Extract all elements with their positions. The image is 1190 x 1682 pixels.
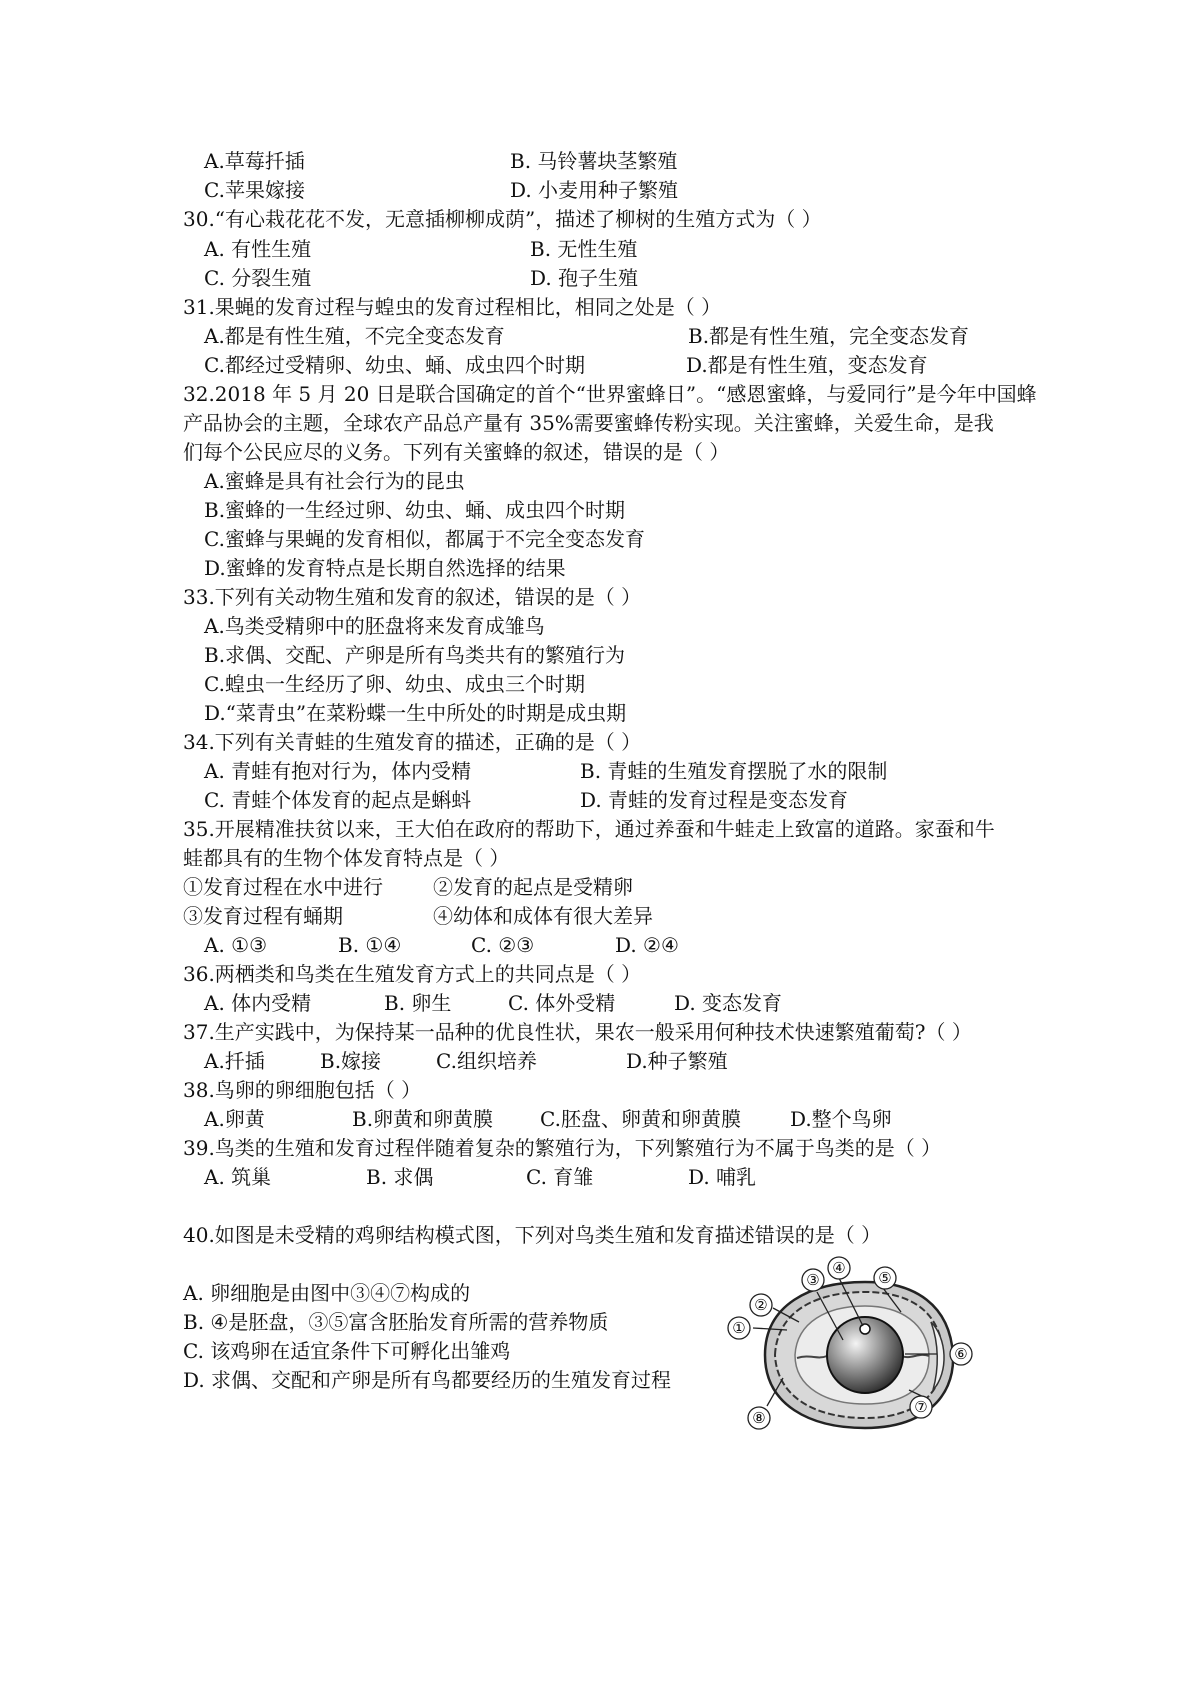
q40-option-b: B. ④是胚盘，③⑤富含胚胎发育所需的营养物质	[183, 1310, 609, 1334]
q29-option-a: A.草莓扦插	[204, 149, 305, 173]
q39-option-c: C. 育雏	[526, 1165, 594, 1189]
q40-stem: 40.如图是未受精的鸡卵结构模式图，下列对鸟类生殖和发育描述错误的是（ ）	[183, 1223, 882, 1247]
q35-option-b: B. ①④	[338, 933, 402, 957]
q30-option-a: A. 有性生殖	[204, 237, 312, 261]
q40-option-d: D. 求偶、交配和产卵是所有鸟都要经历的生殖发育过程	[183, 1368, 672, 1392]
q38-option-b: B.卵黄和卵黄膜	[352, 1107, 494, 1131]
q35-option-d: D. ②④	[615, 933, 679, 957]
q36-option-a: A. 体内受精	[204, 991, 312, 1015]
q40-option-a: A. 卵细胞是由图中③④⑦构成的	[183, 1281, 471, 1305]
q38-option-a: A.卵黄	[204, 1107, 265, 1131]
diagram-label-2: ②	[754, 1296, 768, 1314]
diagram-label-5: ⑤	[878, 1269, 892, 1287]
germinal-disc	[860, 1324, 870, 1334]
q35-statement-4: ④幼体和成体有很大差异	[433, 904, 653, 928]
q33-option-a: A.鸟类受精卵中的胚盘将来发育成雏鸟	[204, 614, 545, 638]
diagram-label-6: ⑥	[954, 1345, 968, 1363]
q37-stem: 37.生产实践中，为保持某一品种的优良性状，果农一般采用何种技术快速繁殖葡萄?（ ）	[183, 1020, 972, 1044]
q32-option-c: C.蜜蜂与果蝇的发育相似，都属于不完全变态发育	[204, 527, 645, 551]
q34-option-a: A. 青蛙有抱对行为，体内受精	[204, 759, 472, 783]
q38-stem: 38.鸟卵的卵细胞包括（ ）	[183, 1078, 422, 1102]
q35-statement-2: ②发育的起点是受精卵	[433, 875, 633, 899]
q30-option-d: D. 孢子生殖	[530, 266, 639, 290]
q34-option-c: C. 青蛙个体发育的起点是蝌蚪	[204, 788, 472, 812]
q37-option-d: D.种子繁殖	[626, 1049, 728, 1073]
q31-option-a: A.都是有性生殖，不完全变态发育	[204, 324, 505, 348]
q30-option-b: B. 无性生殖	[530, 237, 638, 261]
q35-stem-line-2: 蛙都具有的生物个体发育特点是（ ）	[183, 846, 510, 870]
q35-option-c: C. ②③	[471, 933, 535, 957]
q33-stem: 33.下列有关动物生殖和发育的叙述，错误的是（ ）	[183, 585, 642, 609]
q32-option-b: B.蜜蜂的一生经过卵、幼虫、蛹、成虫四个时期	[204, 498, 626, 522]
q36-option-d: D. 变态发育	[674, 991, 783, 1015]
q31-option-c: C.都经过受精卵、幼虫、蛹、成虫四个时期	[204, 353, 585, 377]
q35-option-a: A. ①③	[204, 933, 268, 957]
q35-statement-1: ①发育过程在水中进行	[183, 875, 383, 899]
q37-option-a: A.扦插	[204, 1049, 265, 1073]
q31-option-b: B.都是有性生殖，完全变态发育	[688, 324, 970, 348]
q31-option-d: D.都是有性生殖，变态发育	[686, 353, 928, 377]
q36-stem: 36.两栖类和鸟类在生殖发育方式上的共同点是（ ）	[183, 962, 642, 986]
q32-option-d: D.蜜蜂的发育特点是长期自然选择的结果	[204, 556, 566, 580]
diagram-label-7: ⑦	[914, 1398, 928, 1416]
chalaza	[797, 1356, 827, 1358]
q29-option-c: C.苹果嫁接	[204, 178, 305, 202]
q39-option-d: D. 哺乳	[688, 1165, 757, 1189]
q31-stem: 31.果蝇的发育过程与蝗虫的发育过程相比，相同之处是（ ）	[183, 295, 722, 319]
diagram-label-4: ④	[832, 1259, 846, 1277]
diagram-label-1: ①	[732, 1319, 746, 1337]
q33-option-d: D.“菜青虫”在菜粉蝶一生中所处的时期是成虫期	[204, 701, 627, 725]
q37-option-c: C.组织培养	[436, 1049, 537, 1073]
q37-option-b: B.嫁接	[320, 1049, 382, 1073]
q32-stem-line-2: 产品协会的主题，全球农产品总产量有 35%需要蜜蜂传粉实现。关注蜜蜂，关爱生命，是我	[183, 411, 994, 435]
q39-option-a: A. 筑巢	[204, 1165, 272, 1189]
q34-stem: 34.下列有关青蛙的生殖发育的描述，正确的是（ ）	[183, 730, 642, 754]
q35-statement-3: ③发育过程有蛹期	[183, 904, 343, 928]
q34-option-d: D. 青蛙的发育过程是变态发育	[580, 788, 849, 812]
q32-stem-line-1: 32.2018 年 5 月 20 日是联合国确定的首个“世界蜜蜂日”。“感恩蜜蜂，与爱同行”是今年中国蜂	[183, 382, 1037, 406]
q32-stem-line-3: 们每个公民应尽的义务。下列有关蜜蜂的叙述，错误的是（ ）	[183, 440, 730, 464]
q36-option-c: C. 体外受精	[508, 991, 616, 1015]
q32-option-a: A.蜜蜂是具有社会行为的昆虫	[204, 469, 465, 493]
egg-structure-diagram	[725, 1250, 985, 1450]
diagram-label-8: ⑧	[752, 1409, 766, 1427]
q33-option-c: C.蝗虫一生经历了卵、幼虫、成虫三个时期	[204, 672, 585, 696]
q30-option-c: C. 分裂生殖	[204, 266, 312, 290]
q29-option-b: B. 马铃薯块茎繁殖	[510, 149, 678, 173]
q36-option-b: B. 卵生	[384, 991, 452, 1015]
q39-option-b: B. 求偶	[366, 1165, 434, 1189]
q34-option-b: B. 青蛙的生殖发育摆脱了水的限制	[580, 759, 888, 783]
q38-option-c: C.胚盘、卵黄和卵黄膜	[540, 1107, 741, 1131]
q30-stem: 30.“有心栽花花不发，无意插柳柳成荫”，描述了柳树的生殖方式为（ ）	[183, 207, 822, 231]
q33-option-b: B.求偶、交配、产卵是所有鸟类共有的繁殖行为	[204, 643, 626, 667]
q29-option-d: D. 小麦用种子繁殖	[510, 178, 679, 202]
q40-option-c: C. 该鸡卵在适宜条件下可孵化出雏鸡	[183, 1339, 511, 1363]
q35-stem-line-1: 35.开展精准扶贫以来，王大伯在政府的帮助下，通过养蚕和牛蛙走上致富的道路。家蚕和牛	[183, 817, 995, 841]
q39-stem: 39.鸟类的生殖和发育过程伴随着复杂的繁殖行为，下列繁殖行为不属于鸟类的是（ ）	[183, 1136, 942, 1160]
diagram-label-3: ③	[806, 1271, 820, 1289]
q38-option-d: D.整个鸟卵	[790, 1107, 892, 1131]
